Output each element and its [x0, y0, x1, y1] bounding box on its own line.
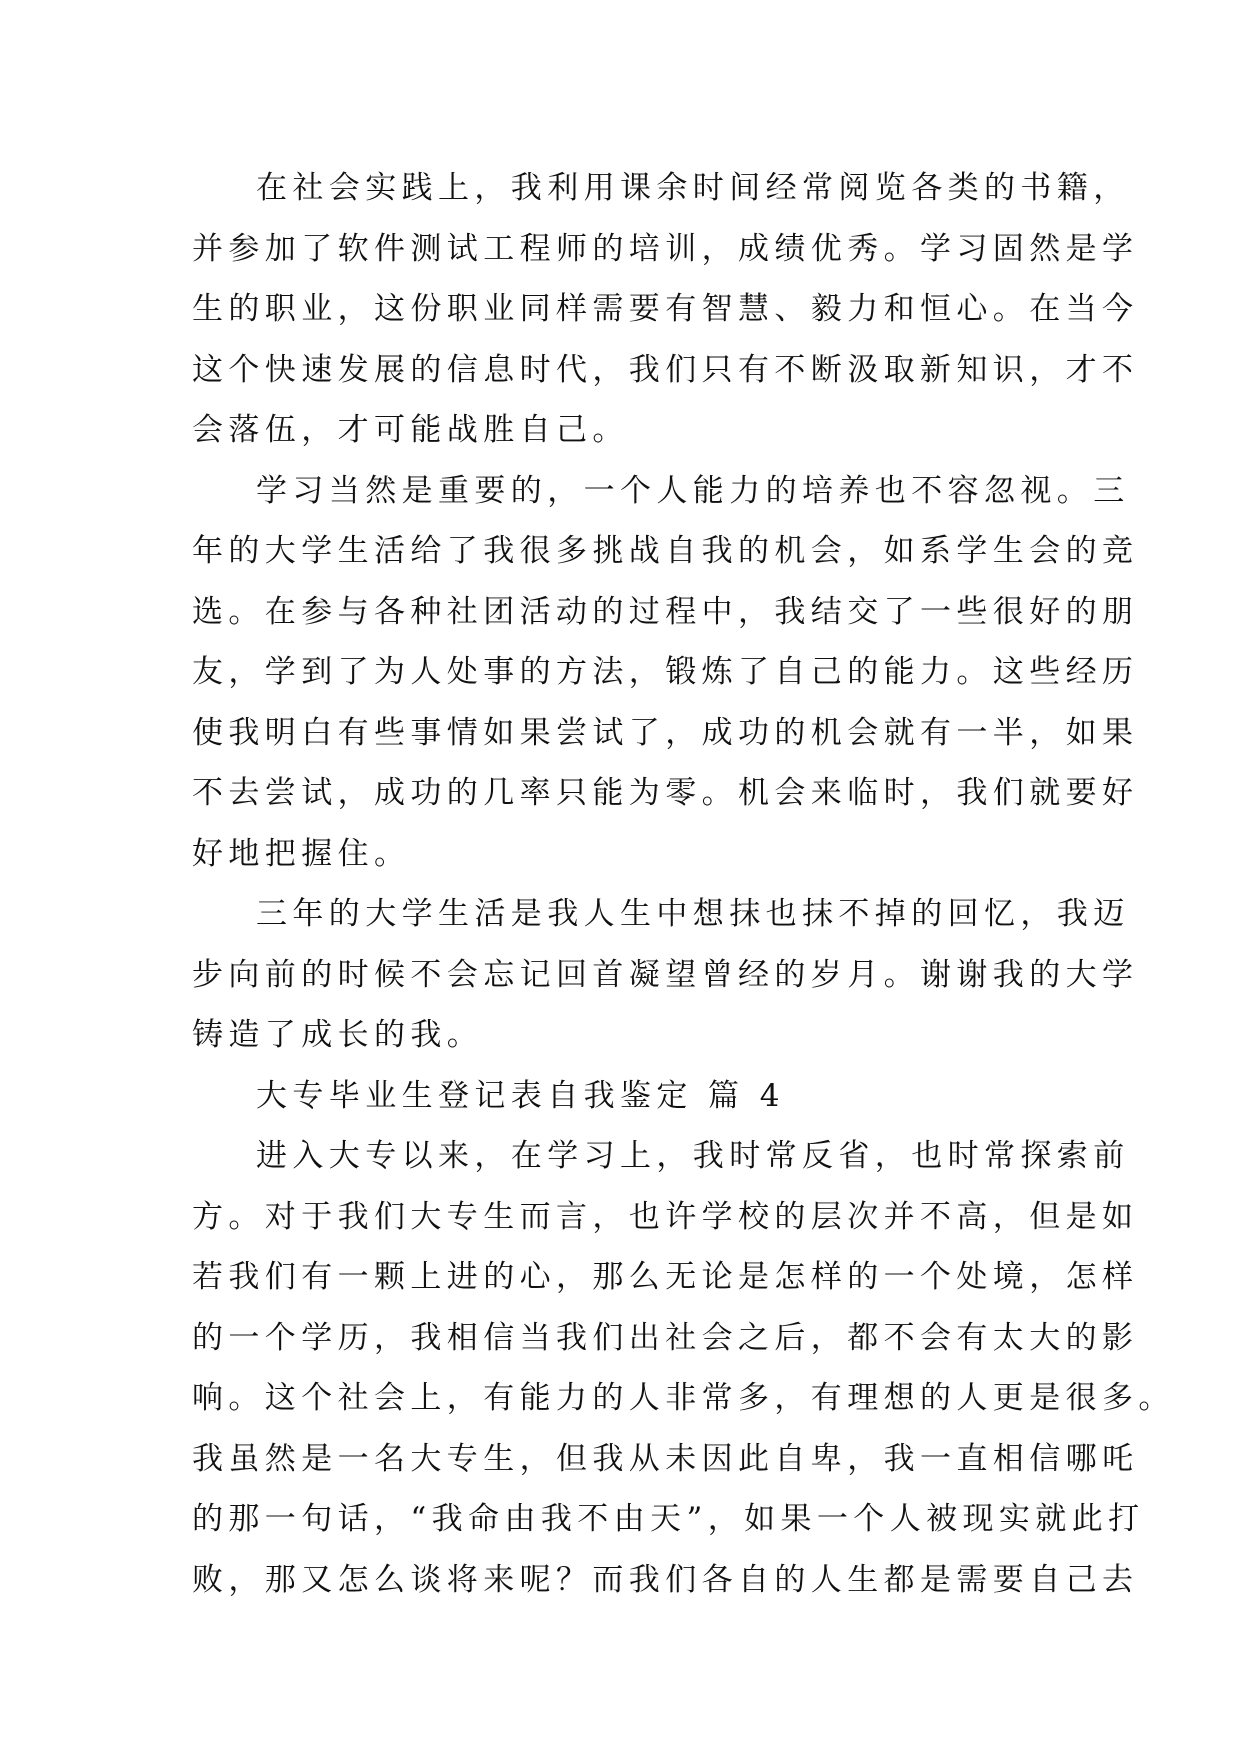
document-text-line: 不去尝试，成功的几率只能为零。机会来临时，我们就要好	[192, 775, 1139, 811]
document-text-line: 并参加了软件测试工程师的培训，成绩优秀。学习固然是学	[192, 230, 1139, 267]
document-text-line: 使我明白有些事情如果尝试了，成功的机会就有一半，如果	[192, 714, 1139, 751]
document-text-line: 生的职业，这份职业同样需要有智慧、毅力和恒心。在当今	[192, 291, 1139, 327]
document-text-line: 方。对于我们大专生而言，也许学校的层次并不高，但是如	[192, 1198, 1139, 1235]
document-text-line: 友，学到了为人处事的方法，锻炼了自己的能力。这些经历	[192, 654, 1139, 690]
document-text-line: 年的大学生活给了我很多挑战自我的机会，如系学生会的竞	[192, 533, 1139, 569]
document-text-line: 的那一句话，“我命由我不由天”，如果一个人被现实就此打	[192, 1501, 1145, 1537]
document-text-line: 响。这个社会上，有能力的人非常多，有理想的人更是很多。	[192, 1380, 1175, 1416]
document-text-line: 在社会实践上，我利用课余时间经常阅览各类的书籍，	[256, 170, 1130, 206]
document-text-line: 铸造了成长的我。	[192, 1017, 484, 1053]
document-text-line: 我虽然是一名大专生，但我从未因此自卑，我一直相信哪吒	[192, 1440, 1139, 1477]
document-text-line: 好地把握住。	[192, 835, 411, 872]
document-text-line: 会落伍，才可能战胜自己。	[192, 412, 629, 448]
document-text-line: 选。在参与各种社团活动的过程中，我结交了一些很好的朋	[192, 593, 1139, 630]
document-text-line: 若我们有一颗上进的心，那么无论是怎样的一个处境，怎样	[192, 1259, 1139, 1295]
document-text-line: 学习当然是重要的，一个人能力的培养也不容忽视。三	[256, 472, 1130, 509]
document-text-line: 这个快速发展的信息时代，我们只有不断汲取新知识，才不	[192, 351, 1139, 388]
document-text-line: 的一个学历，我相信当我们出社会之后，都不会有太大的影	[192, 1319, 1139, 1356]
document-text-line: 三年的大学生活是我人生中想抹也抹不掉的回忆，我迈	[256, 896, 1130, 932]
document-text-line: 大专毕业生登记表自我鉴定 篇 4	[256, 1077, 785, 1114]
document-text-line: 败，那又怎么谈将来呢？而我们各自的人生都是需要自己去	[192, 1561, 1139, 1598]
document-text-line: 步向前的时候不会忘记回首凝望曾经的岁月。谢谢我的大学	[192, 956, 1139, 993]
document-text-line: 进入大专以来，在学习上，我时常反省，也时常探索前	[256, 1138, 1130, 1174]
document-body	[192, 158, 1175, 1610]
